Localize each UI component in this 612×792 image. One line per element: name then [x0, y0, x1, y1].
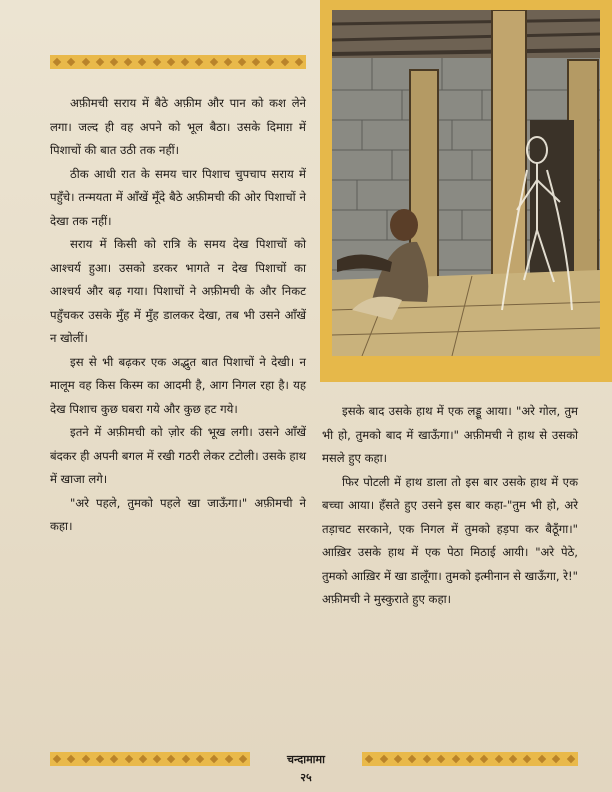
story-illustration — [320, 0, 612, 382]
paragraph: ठीक आधी रात के समय चार पिशाच चुपचाप सराय में पहुँचे। तन्मयता में आँखें मूँदे बैठे अफ़ीमची की ओर पिशाचों ने देखा तक नहीं। — [50, 166, 306, 228]
paragraph: "अरे पहले, तुमको पहले खा जाऊँगा।" अफ़ीमची ने कहा। — [50, 495, 306, 533]
paragraph: इस से भी बढ़कर एक अद्भुत बात पिशाचों ने देखी। न मालूम वह किस किस्म का आदमी है, आग निगल रहा है। यह देख पिशाच कुछ घबरा गये और कुछ हट गये। — [50, 354, 306, 416]
paragraph: फिर पोटली में हाथ डाला तो इस बार उसके हाथ में एक बच्चा आया। हँसते हुए उसने इस बार कहा-"तुम भी हो, अरे तड़ाचट सरकाने, एक निगल में तुमको हड़पा कर बैठूँगा।" आख़िर उसके हाथ में एक पेठा मिठाई आयी। "अरे पेठे, तुमको आख़िर में खा डालूँगा। तुमको इत्मीनान से खाऊँगा, रे!" अफ़ीमची ने मुस्कुराते हुए कहा। — [322, 474, 578, 606]
magazine-name: चन्दामामा — [287, 753, 325, 766]
top-decorative-border — [50, 55, 306, 69]
page-number: २५ — [300, 771, 312, 784]
paragraph: इसके बाद उसके हाथ में एक लड्डू आया। "अरे गोल, तुम भी हो, तुमको बाद में खाऊँगा।" अफ़ीमची ने हाथ से उसको मसले हुए कहा। — [322, 404, 578, 465]
paragraph: सराय में किसी को रात्रि के समय देख पिशाचों को आश्चर्य हुआ। उसको डरकर भागते न देख पिशाचों का आश्चर्य और बढ़ गया। पिशाचों ने अफ़ीमची के और निकट पहुँचकर उसके मुँह में मुँह डालकर देखा, तब भी उसने आँखें न खोलीं। — [50, 237, 306, 345]
paragraph: अफ़ीमची सराय में बैठे अफ़ीम और पान को कश लेने लगा। जल्द ही वह अपने को भूल बैठा। उसके दिमाग़ में पिशाचों की बात उठी तक नहीं। — [50, 96, 306, 157]
right-text-column — [322, 400, 578, 612]
paragraph: इतने में अफ़ीमची को ज़ोर की भूख लगी। उसने आँखें बंदकर ही अपनी बगल में रखी गठरी लेकर टटोली। उसके हाथ में खाजा लगे। — [50, 425, 306, 486]
border-ornament — [50, 57, 306, 67]
left-text-column — [50, 92, 306, 539]
inn-with-ghosts-illustration — [332, 10, 600, 356]
